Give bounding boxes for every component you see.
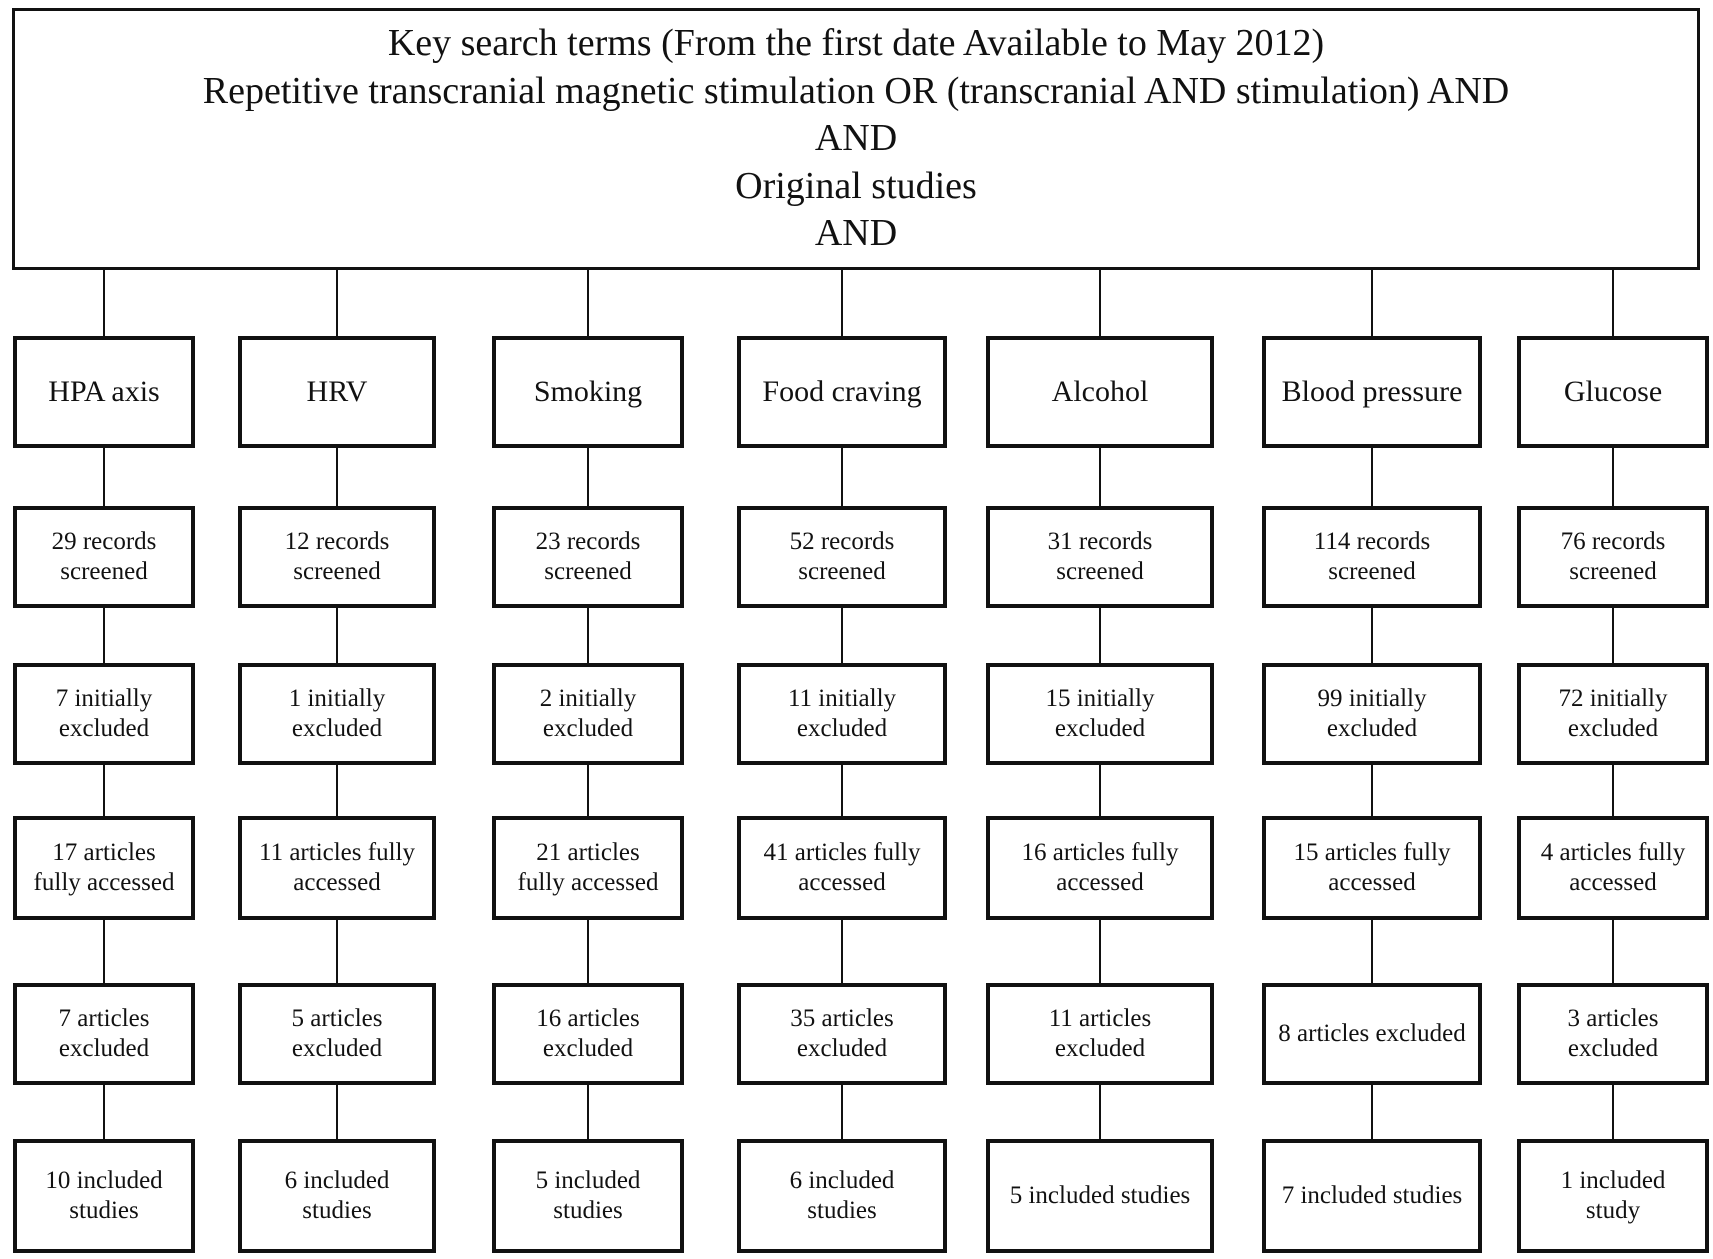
- connector-line: [336, 920, 338, 983]
- connector-line: [1099, 1085, 1101, 1139]
- connector-line: [1099, 608, 1101, 663]
- category-box-label: Alcohol: [1051, 374, 1149, 408]
- step-box: [238, 506, 436, 608]
- connector-line: [1371, 1085, 1373, 1139]
- step-box-label: 15 articles fully accessed: [1293, 838, 1451, 896]
- step-box-label: 5 included studies: [1009, 1181, 1191, 1209]
- connector-line: [841, 448, 843, 506]
- step-box-label: 4 articles fully accessed: [1540, 838, 1686, 896]
- step-box: [737, 1139, 947, 1253]
- step-box: [1262, 983, 1482, 1085]
- connector-line: [336, 270, 338, 336]
- search-terms-line: AND: [814, 212, 898, 255]
- step-box: [737, 816, 947, 920]
- step-box-label: 72 initially excluded: [1558, 684, 1668, 742]
- search-terms-box: [12, 8, 1700, 270]
- category-box-label: Blood pressure: [1281, 374, 1463, 408]
- step-box: [238, 983, 436, 1085]
- step-box-label: 7 initially excluded: [55, 684, 153, 742]
- connector-line: [336, 1085, 338, 1139]
- connector-line: [103, 270, 105, 336]
- step-box: [1517, 816, 1709, 920]
- step-box: [1517, 663, 1709, 765]
- step-box-label: 21 articles fully accessed: [517, 838, 659, 896]
- step-box-label: 1 initially excluded: [288, 684, 386, 742]
- step-box-label: 11 articles fully accessed: [259, 838, 415, 896]
- step-box-label: 52 records screened: [789, 527, 895, 585]
- connector-line: [103, 1085, 105, 1139]
- step-box-label: 7 included studies: [1281, 1181, 1463, 1209]
- step-box: [1262, 816, 1482, 920]
- step-box-label: 29 records screened: [51, 527, 157, 585]
- step-box-label: 11 articles excluded: [1048, 1004, 1152, 1062]
- connector-line: [1612, 1085, 1614, 1139]
- connector-line: [587, 920, 589, 983]
- step-box: [1517, 506, 1709, 608]
- step-box-label: 12 records screened: [284, 527, 390, 585]
- step-box-label: 23 records screened: [535, 527, 641, 585]
- step-box: [1262, 1139, 1482, 1253]
- step-box: [986, 506, 1214, 608]
- connector-line: [841, 1085, 843, 1139]
- category-box: [492, 336, 684, 448]
- category-box-label: HRV: [306, 374, 368, 408]
- category-box: [1517, 336, 1709, 448]
- connector-line: [1612, 765, 1614, 816]
- search-terms-line: AND: [814, 117, 898, 160]
- step-box-label: 31 records screened: [1047, 527, 1153, 585]
- step-box-label: 15 initially excluded: [1045, 684, 1155, 742]
- connector-line: [1099, 270, 1101, 336]
- search-terms-line: Key search terms (From the first date Available to May 2012): [387, 22, 1325, 65]
- step-box-label: 35 articles excluded: [790, 1004, 894, 1062]
- connector-line: [1099, 448, 1101, 506]
- step-box: [986, 1139, 1214, 1253]
- connector-line: [1371, 608, 1373, 663]
- connector-line: [1612, 920, 1614, 983]
- connector-line: [1612, 270, 1614, 336]
- connector-line: [336, 608, 338, 663]
- step-box-label: 114 records screened: [1313, 527, 1431, 585]
- connector-line: [1099, 765, 1101, 816]
- connector-line: [336, 448, 338, 506]
- connector-line: [1371, 920, 1373, 983]
- step-box-label: 11 initially excluded: [787, 684, 897, 742]
- category-box: [1262, 336, 1482, 448]
- connector-line: [841, 270, 843, 336]
- step-box: [492, 506, 684, 608]
- connector-line: [841, 765, 843, 816]
- step-box: [492, 663, 684, 765]
- connector-line: [1371, 448, 1373, 506]
- connector-line: [103, 765, 105, 816]
- connector-line: [1371, 765, 1373, 816]
- category-box-label: HPA axis: [48, 374, 160, 408]
- step-box: [13, 506, 195, 608]
- step-box-label: 7 articles excluded: [58, 1004, 150, 1062]
- step-box-label: 16 articles excluded: [536, 1004, 640, 1062]
- step-box: [737, 506, 947, 608]
- search-terms-line: Repetitive transcranial magnetic stimulation OR (transcranial AND stimulation) AND: [202, 69, 1510, 112]
- step-box-label: 2 initially excluded: [539, 684, 637, 742]
- connector-line: [587, 448, 589, 506]
- category-box: [737, 336, 947, 448]
- search-terms-line: Original studies: [735, 164, 977, 207]
- step-box-label: 1 included study: [1560, 1166, 1666, 1224]
- connector-line: [841, 608, 843, 663]
- step-box: [986, 663, 1214, 765]
- step-box: [492, 816, 684, 920]
- connector-line: [103, 920, 105, 983]
- step-box-label: 16 articles fully accessed: [1021, 838, 1179, 896]
- step-box: [238, 1139, 436, 1253]
- connector-line: [1612, 448, 1614, 506]
- step-box: [492, 1139, 684, 1253]
- category-box: [986, 336, 1214, 448]
- step-box: [986, 983, 1214, 1085]
- step-box-label: 99 initially excluded: [1317, 684, 1427, 742]
- step-box: [737, 983, 947, 1085]
- connector-line: [1371, 270, 1373, 336]
- category-box: [238, 336, 436, 448]
- step-box-label: 6 included studies: [284, 1166, 390, 1224]
- step-box-label: 10 included studies: [45, 1166, 163, 1224]
- connector-line: [587, 608, 589, 663]
- step-box: [238, 816, 436, 920]
- step-box: [13, 1139, 195, 1253]
- step-box: [492, 983, 684, 1085]
- step-box: [238, 663, 436, 765]
- connector-line: [587, 765, 589, 816]
- step-box-label: 3 articles excluded: [1567, 1004, 1659, 1062]
- step-box: [1517, 1139, 1709, 1253]
- connector-line: [587, 1085, 589, 1139]
- step-box: [13, 816, 195, 920]
- step-box: [737, 663, 947, 765]
- step-box-label: 8 articles excluded: [1278, 1019, 1466, 1047]
- step-box-label: 5 articles excluded: [291, 1004, 383, 1062]
- step-box-label: 5 included studies: [535, 1166, 641, 1224]
- step-box-label: 76 records screened: [1560, 527, 1666, 585]
- category-box-label: Smoking: [533, 374, 643, 408]
- connector-line: [1612, 608, 1614, 663]
- step-box-label: 6 included studies: [789, 1166, 895, 1224]
- connector-line: [841, 920, 843, 983]
- step-box: [13, 663, 195, 765]
- step-box: [1262, 506, 1482, 608]
- step-box: [986, 816, 1214, 920]
- step-box-label: 41 articles fully accessed: [763, 838, 921, 896]
- connector-line: [103, 608, 105, 663]
- step-box: [13, 983, 195, 1085]
- connector-line: [1099, 920, 1101, 983]
- connector-line: [336, 765, 338, 816]
- category-box-label: Glucose: [1563, 374, 1663, 408]
- step-box: [1262, 663, 1482, 765]
- category-box-label: Food craving: [762, 374, 922, 408]
- connector-line: [103, 448, 105, 506]
- step-box-label: 17 articles fully accessed: [33, 838, 175, 896]
- connector-line: [587, 270, 589, 336]
- category-box: [13, 336, 195, 448]
- step-box: [1517, 983, 1709, 1085]
